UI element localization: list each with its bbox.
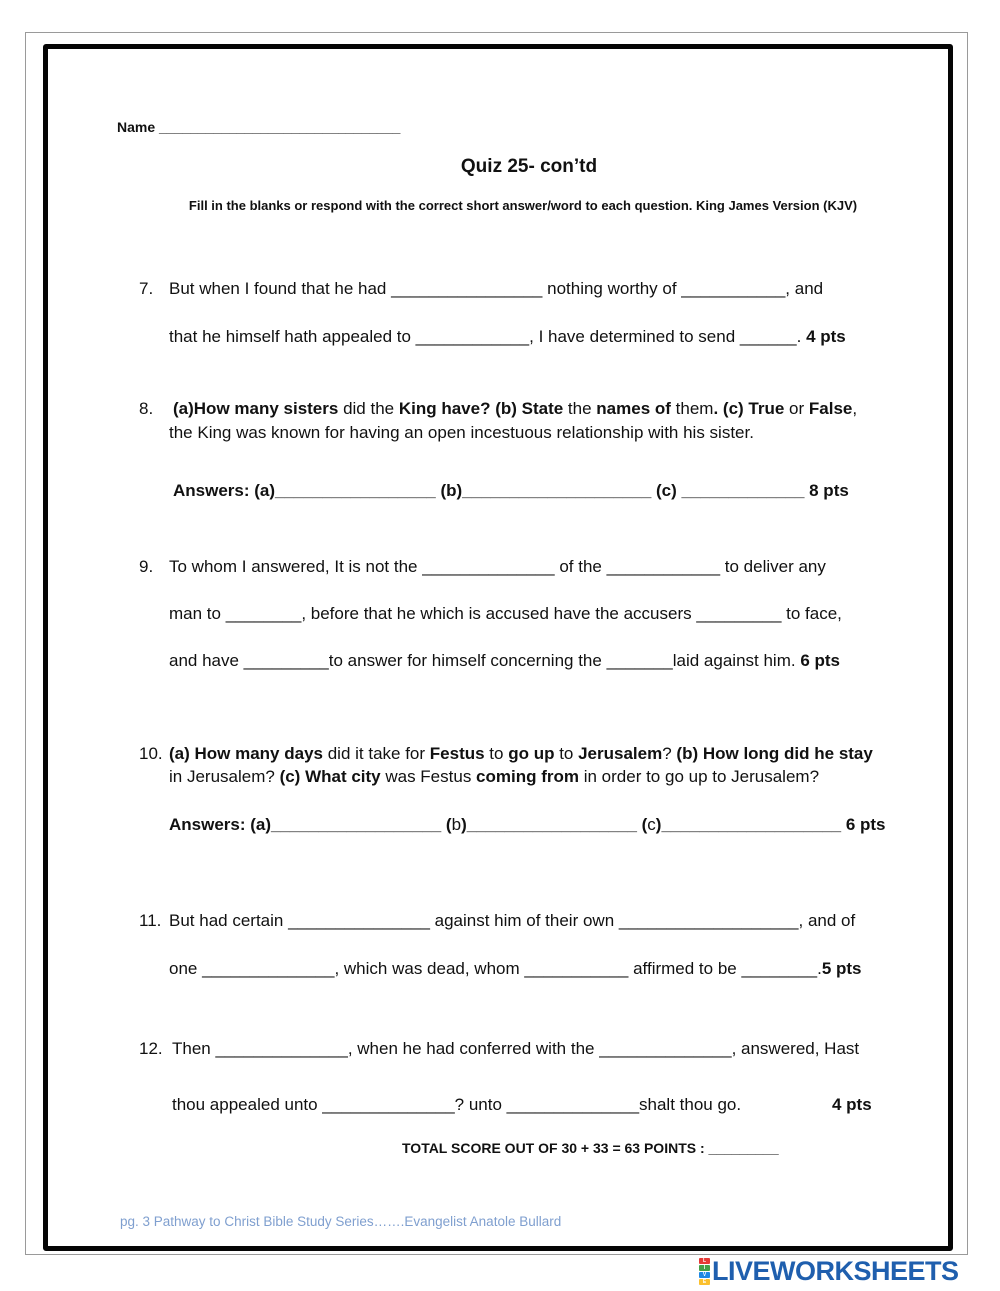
q10-answer-b: )__________________ ( (461, 815, 648, 834)
q8-part: , (852, 399, 858, 418)
q10-part: coming from (476, 767, 579, 786)
q7-number: 7. (139, 279, 154, 298)
liveworksheets-icon (699, 1258, 710, 1285)
q10-part: (c) What city (279, 767, 381, 786)
q11-number: 11. (139, 911, 162, 930)
q11-line2-text: one ______________, which was dead, whom ___________ affirmed to be ________. (169, 959, 822, 978)
q12-number: 12. (139, 1039, 163, 1058)
q8-part: False (808, 399, 853, 418)
logo-letter-l: L (699, 1258, 710, 1264)
q10-answer-a: Answers: (a)__________________ ( (169, 815, 452, 834)
q7-points: 4 pts (806, 327, 846, 346)
q9-points: 6 pts (800, 651, 841, 670)
q10-part: ? (662, 744, 677, 763)
q10-answer-c-letter: c (647, 815, 656, 834)
q11-points: 5 pts (821, 959, 862, 978)
q8-answers: Answers: (a)_________________ (b)____________________ (c) _____________ 8 pts (173, 481, 849, 500)
q8-part: names of (596, 399, 671, 418)
instructions: Fill in the blanks or respond with the correct short answer/word to each question. King James Version (KJV) (188, 198, 858, 213)
q11-line2 (169, 959, 862, 979)
q10-part: did it take for (323, 744, 430, 763)
q8-number: 8. (139, 399, 154, 418)
q12-line1: Then ______________, when he had conferred with the ______________, answered, Hast (172, 1039, 860, 1058)
q10-part: to (554, 744, 579, 763)
q10-answer-c: )___________________ 6 pts (655, 815, 886, 834)
q12-line2-text: thou appealed unto ______________? unto ______________shalt thou go. (172, 1095, 742, 1114)
q9-line3-text: and have _________to answer for himself concerning the _______laid against him. (169, 651, 796, 670)
q9-line3 (169, 651, 840, 671)
liveworksheets-logo[interactable] (699, 1255, 959, 1287)
q11-line1: But had certain _______________ against him of their own ___________________, and of (169, 911, 856, 930)
footer-note: pg. 3 Pathway to Christ Bible Study Series…….Evangelist Anatole Bullard (120, 1214, 562, 1229)
q10-line2 (169, 767, 819, 787)
q8-part: them (670, 399, 714, 418)
q7-line2-text: that he himself hath appealed to ____________, I have determined to send ______. (169, 327, 802, 346)
worksheet-frame (43, 44, 953, 1251)
q9-number: 9. (139, 557, 154, 576)
q10-answer-b-letter: b (451, 815, 462, 834)
q10-part: to (484, 744, 509, 763)
q8-part: . (c) True (713, 399, 785, 418)
q8-line2: the King was known for having an open incestuous relationship with his sister. (169, 423, 754, 442)
q10-part: Festus (429, 744, 485, 763)
logo-letter-v: V (699, 1272, 710, 1278)
q10-part: in Jerusalem? (169, 767, 280, 786)
logo-letter-i: I (699, 1265, 710, 1271)
q8-part: (a)How many sisters (173, 399, 339, 418)
quiz-title: Quiz 25- con’td (460, 156, 598, 177)
q10-line1 (169, 744, 873, 764)
q10-part: (a) How many days (169, 744, 323, 763)
name-line: Name _______________________________ (117, 119, 401, 135)
q10-number: 10. (139, 744, 163, 763)
q9-line2: man to ________, before that he which is accused have the accusers _________ to face, (169, 604, 842, 623)
q10-answers (169, 815, 886, 835)
q8-line1 (173, 399, 857, 419)
q9-line1: To whom I answered, It is not the ______________ of the ____________ to deliver any (169, 557, 826, 576)
q10-part: was Festus (380, 767, 477, 786)
q10-part: Jerusalem (578, 744, 663, 763)
total-score: TOTAL SCORE OUT OF 30 + 33 = 63 POINTS : _________ (402, 1140, 779, 1156)
q10-part: in order to go up to Jerusalem? (579, 767, 820, 786)
q8-part: the (563, 399, 597, 418)
q8-part: King have? (b) State (398, 399, 564, 418)
liveworksheets-wordmark: LIVEWORKSHEETS (712, 1255, 959, 1286)
q7-line2 (169, 327, 846, 347)
q10-part: go up (508, 744, 555, 763)
q10-part: (b) How long did he stay (676, 744, 873, 763)
q8-part: or (784, 399, 809, 418)
logo-letter-e: E (699, 1279, 710, 1285)
q12-points: 4 pts (832, 1095, 872, 1114)
q12-line2 (172, 1095, 872, 1115)
q8-part: did the (338, 399, 399, 418)
q7-line1: But when I found that he had ________________ nothing worthy of ___________, and (169, 279, 824, 298)
